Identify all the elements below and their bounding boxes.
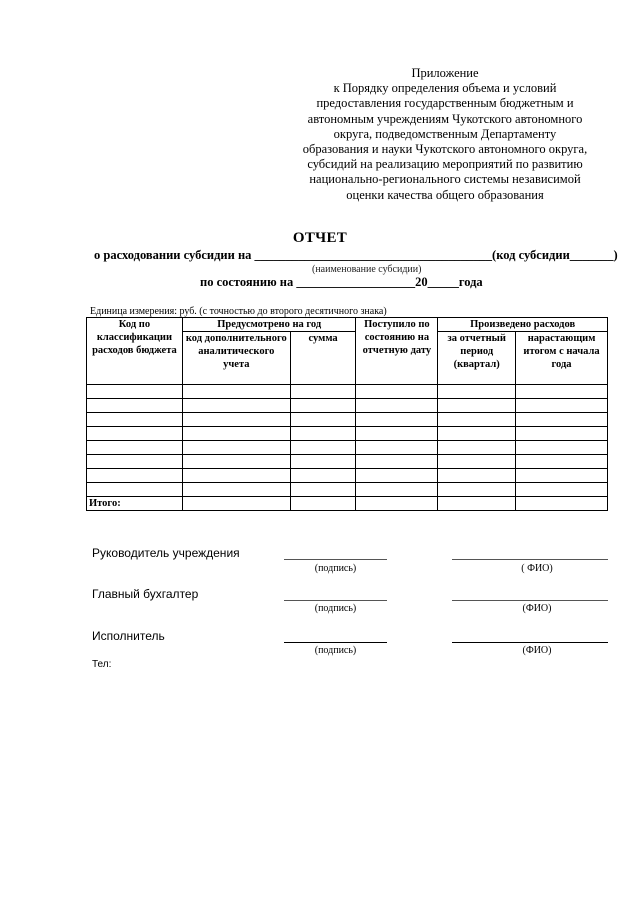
header-additional-code: код дополнительного аналитического учета — [182, 332, 290, 385]
cell[interactable] — [182, 413, 290, 427]
subsidy-prefix: о расходовании субсидии на — [94, 248, 252, 262]
cell[interactable] — [516, 455, 608, 469]
cell[interactable] — [182, 483, 290, 497]
year-blank[interactable]: 20_____ — [415, 275, 459, 289]
cell[interactable] — [516, 441, 608, 455]
cell[interactable] — [516, 497, 608, 511]
header-sum: сумма — [290, 332, 356, 385]
appendix-line: субсидий на реализацию мероприятий по развитию — [307, 157, 583, 172]
cell[interactable] — [516, 427, 608, 441]
cell[interactable] — [516, 483, 608, 497]
cell[interactable] — [356, 497, 438, 511]
phone-label: Тел: — [92, 659, 112, 670]
cell[interactable] — [290, 455, 356, 469]
cell[interactable] — [438, 413, 516, 427]
header-budget-code: Код по классификации расходов бюджета — [87, 318, 183, 385]
cell[interactable] — [516, 413, 608, 427]
cell[interactable] — [182, 441, 290, 455]
cell[interactable] — [87, 483, 183, 497]
table-row — [87, 469, 608, 483]
cell[interactable] — [516, 469, 608, 483]
cell[interactable] — [87, 441, 183, 455]
accountant-signature-caption: (подпись) — [314, 603, 357, 614]
cell[interactable] — [356, 455, 438, 469]
cell[interactable] — [356, 399, 438, 413]
subsidy-code-label[interactable]: (код субсидии_______) — [492, 248, 618, 262]
header-received: Поступило по состоянию на отчетную дату — [356, 318, 438, 385]
cell[interactable] — [87, 413, 183, 427]
cell[interactable] — [182, 497, 290, 511]
cell[interactable] — [356, 413, 438, 427]
cell[interactable] — [290, 385, 356, 399]
cell[interactable] — [290, 483, 356, 497]
cell[interactable] — [356, 469, 438, 483]
cell[interactable] — [290, 399, 356, 413]
cell[interactable] — [182, 469, 290, 483]
cell[interactable] — [290, 497, 356, 511]
table-row — [87, 399, 608, 413]
cell[interactable] — [87, 399, 183, 413]
head-name-line[interactable] — [452, 559, 608, 560]
cell[interactable] — [516, 385, 608, 399]
cell[interactable] — [290, 469, 356, 483]
appendix-line: предоставления государственным бюджетным и — [316, 96, 574, 111]
unit-of-measure: Единица измерения: руб. (с точностью до второго десятичного знака) — [90, 306, 387, 317]
cell[interactable] — [516, 399, 608, 413]
cell[interactable] — [290, 427, 356, 441]
cell[interactable] — [87, 385, 183, 399]
head-signature-caption: (подпись) — [314, 563, 357, 574]
cell[interactable] — [438, 469, 516, 483]
report-date-line — [200, 275, 483, 290]
appendix-line: округа, подведомственным Департаменту — [333, 126, 557, 141]
appendix-line: автономным учреждениям Чукотского автономного — [307, 111, 583, 126]
cell[interactable] — [356, 441, 438, 455]
cell[interactable] — [182, 427, 290, 441]
executor-label: Исполнитель — [92, 629, 165, 643]
cell[interactable] — [290, 441, 356, 455]
accountant-signature-line[interactable] — [284, 600, 387, 601]
appendix-block — [290, 66, 600, 203]
header-spent-group: Произведено расходов — [438, 318, 608, 332]
cell[interactable] — [182, 455, 290, 469]
executor-signature-caption: (подпись) — [314, 645, 357, 656]
table-row — [87, 441, 608, 455]
appendix-line: образования и науки Чукотского автономного округа, — [302, 142, 588, 157]
total-row — [87, 497, 608, 511]
cell[interactable] — [290, 413, 356, 427]
executor-name-caption: (ФИО) — [522, 645, 552, 656]
cell[interactable] — [87, 469, 183, 483]
appendix-line: национально-регионального системы независимой — [309, 172, 581, 187]
header-cumulative: нарастающим итогом с начала года — [516, 332, 608, 385]
total-label: Итого: — [87, 497, 183, 511]
head-label: Руководитель учреждения — [92, 546, 240, 560]
table-row — [87, 483, 608, 497]
table-row — [87, 413, 608, 427]
accountant-label: Главный бухгалтер — [92, 587, 199, 601]
cell[interactable] — [438, 427, 516, 441]
date-blank[interactable]: ___________________ — [296, 275, 416, 289]
accountant-name-line[interactable] — [452, 600, 608, 601]
header-period: за отчетный период (квартал) — [438, 332, 516, 385]
report-table — [86, 317, 608, 511]
cell[interactable] — [356, 385, 438, 399]
head-name-caption: ( ФИО) — [521, 563, 553, 574]
cell[interactable] — [87, 455, 183, 469]
date-prefix: по состоянию на — [200, 275, 294, 289]
cell[interactable] — [182, 399, 290, 413]
subsidy-caption: (наименование субсидии) — [312, 264, 422, 275]
cell[interactable] — [182, 385, 290, 399]
head-signature-line[interactable] — [284, 559, 387, 560]
table-row — [87, 427, 608, 441]
cell[interactable] — [356, 427, 438, 441]
subsidy-name-blank[interactable]: ______________________________________ — [254, 248, 493, 262]
cell[interactable] — [438, 399, 516, 413]
cell[interactable] — [438, 441, 516, 455]
cell[interactable] — [87, 427, 183, 441]
cell[interactable] — [438, 455, 516, 469]
report-title: ОТЧЕТ — [292, 230, 348, 246]
accountant-name-caption: (ФИО) — [522, 603, 552, 614]
executor-name-line[interactable] — [452, 642, 608, 643]
year-suffix: года — [458, 275, 483, 289]
cell[interactable] — [438, 385, 516, 399]
cell[interactable] — [438, 483, 516, 497]
cell[interactable] — [356, 483, 438, 497]
appendix-line: к Порядку определения объема и условий — [333, 81, 557, 96]
table-row — [87, 385, 608, 399]
appendix-line: оценки качества общего образования — [346, 187, 544, 202]
appendix-line: Приложение — [411, 66, 479, 80]
table-row — [87, 455, 608, 469]
cell[interactable] — [438, 497, 516, 511]
report-subsidy-line — [94, 248, 618, 263]
executor-signature-line[interactable] — [284, 642, 387, 643]
header-planned-group: Предусмотрено на год — [182, 318, 356, 332]
